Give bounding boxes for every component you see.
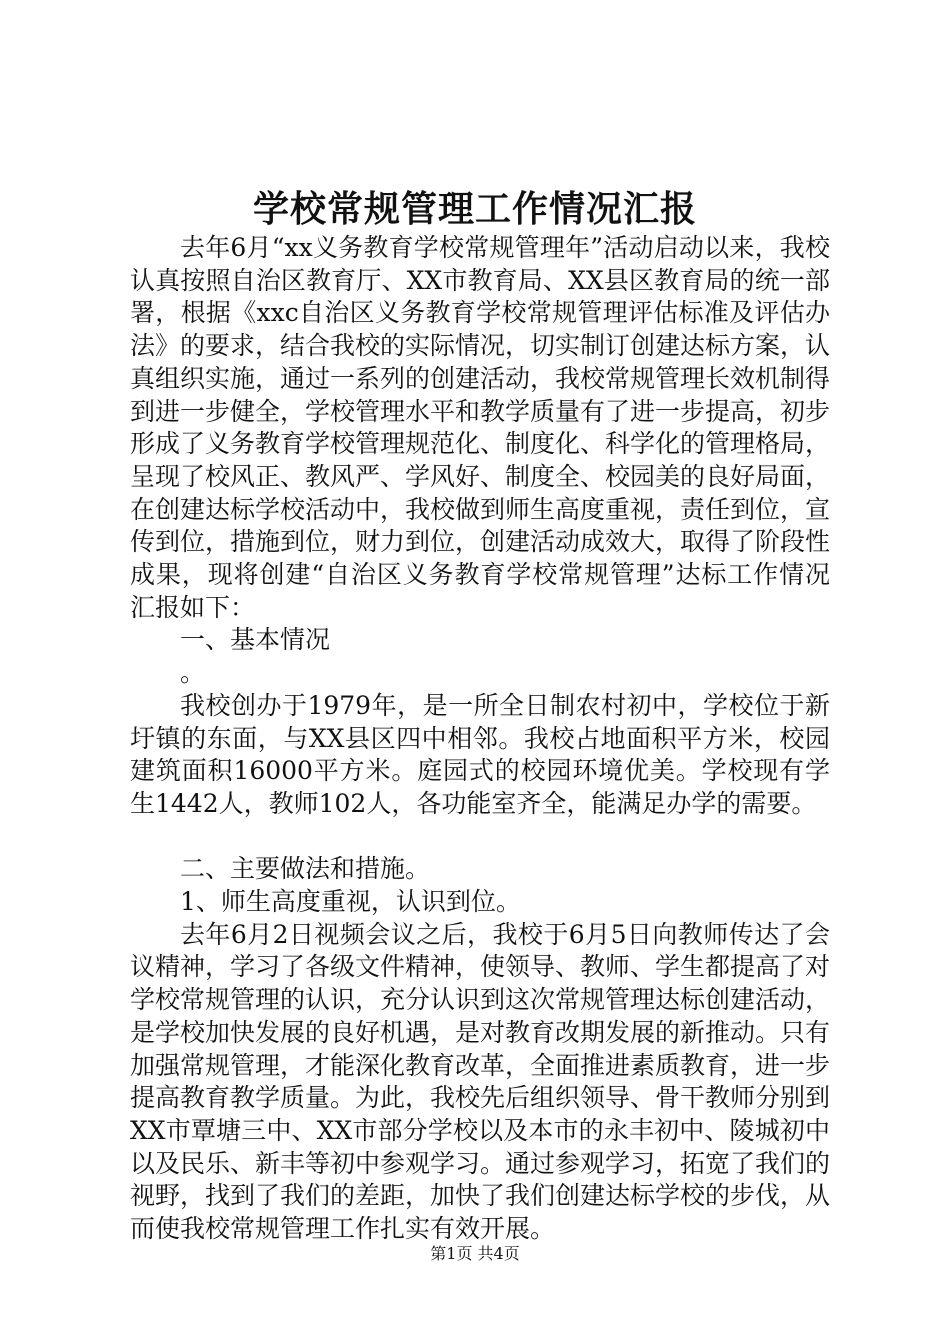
section-heading-measures: 二、主要做法和措施。: [180, 854, 431, 884]
subheading-awareness: 1、师生高度重视，认识到位。: [180, 887, 521, 917]
intro-paragraph: 去年6月“xx义务教育学校常规管理年”活动启动以来，我校认真按照自治区教育厅、XX市教育局、XX县区教育局的统一部署，根据《xxc自治区义务教育学校常规管理评估标准及评估办法》的要求，结合我校的实际情况，切实制订创建达标方案，认真组织实施，通过一系列的创建活动，我校常规管理长效机制得到进一步健全，学校管理水平和教学质量有了进一步提高，初步形成了义务教育学校管理规范化、制度化、科学化的管理格局，呈现了校风正、教风严、学风好、制度全、校园美的良好局面，在创建达标学校活动中，我校做到师生高度重视，责任到位，宣传到位，措施到位，财力到位，创建活动成效大，取得了阶段性成果，现将创建“自治区义务教育学校常规管理”达标工作情况汇报如下：: [130, 233, 831, 622]
paragraph-gap: [130, 821, 830, 854]
measures-paragraph: 去年6月2日视频会议之后，我校于6月5日向教师传达了会议精神，学习了各级文件精神，使领导、教师、学生都提高了对学校常规管理的认识，充分认识到这次常规管理达标创建活动，是学校加快发展的良好机遇，是对教育改期发展的新推动。只有加强常规管理，才能深化教育改革，全面推进素质教育，进一步提高教育教学质量。为此，我校先后组织领导、骨干教师分别到XX市覃塘三中、XX市部分学校以及本市的永丰初中、陵城初中以及民乐、新丰等初中参观学习。通过参观学习，拓宽了我们的视野，找到了我们的差距，加快了我们创建达标学校的步伐，从而使我校常规管理工作扎实有效开展。: [130, 919, 831, 1244]
document-body: [130, 232, 830, 1246]
document-title: 学校常规管理工作情况汇报: [252, 189, 697, 230]
basic-info-paragraph: 我校创办于1979年，是一所全日制农村初中，学校位于新圩镇的东面，与XX县区四中相邻。我校占地面积平方米，校园建筑面积16000平方米。庭园式的校园环境优美。学校现有学生1442人，教师102人，各功能室齐全，能满足办学的需要。: [130, 690, 830, 818]
section-heading-basic: 一、基本情况: [180, 625, 331, 655]
page-footer: 第1页 共4页: [430, 1244, 520, 1263]
stray-mark: 。: [180, 658, 206, 688]
